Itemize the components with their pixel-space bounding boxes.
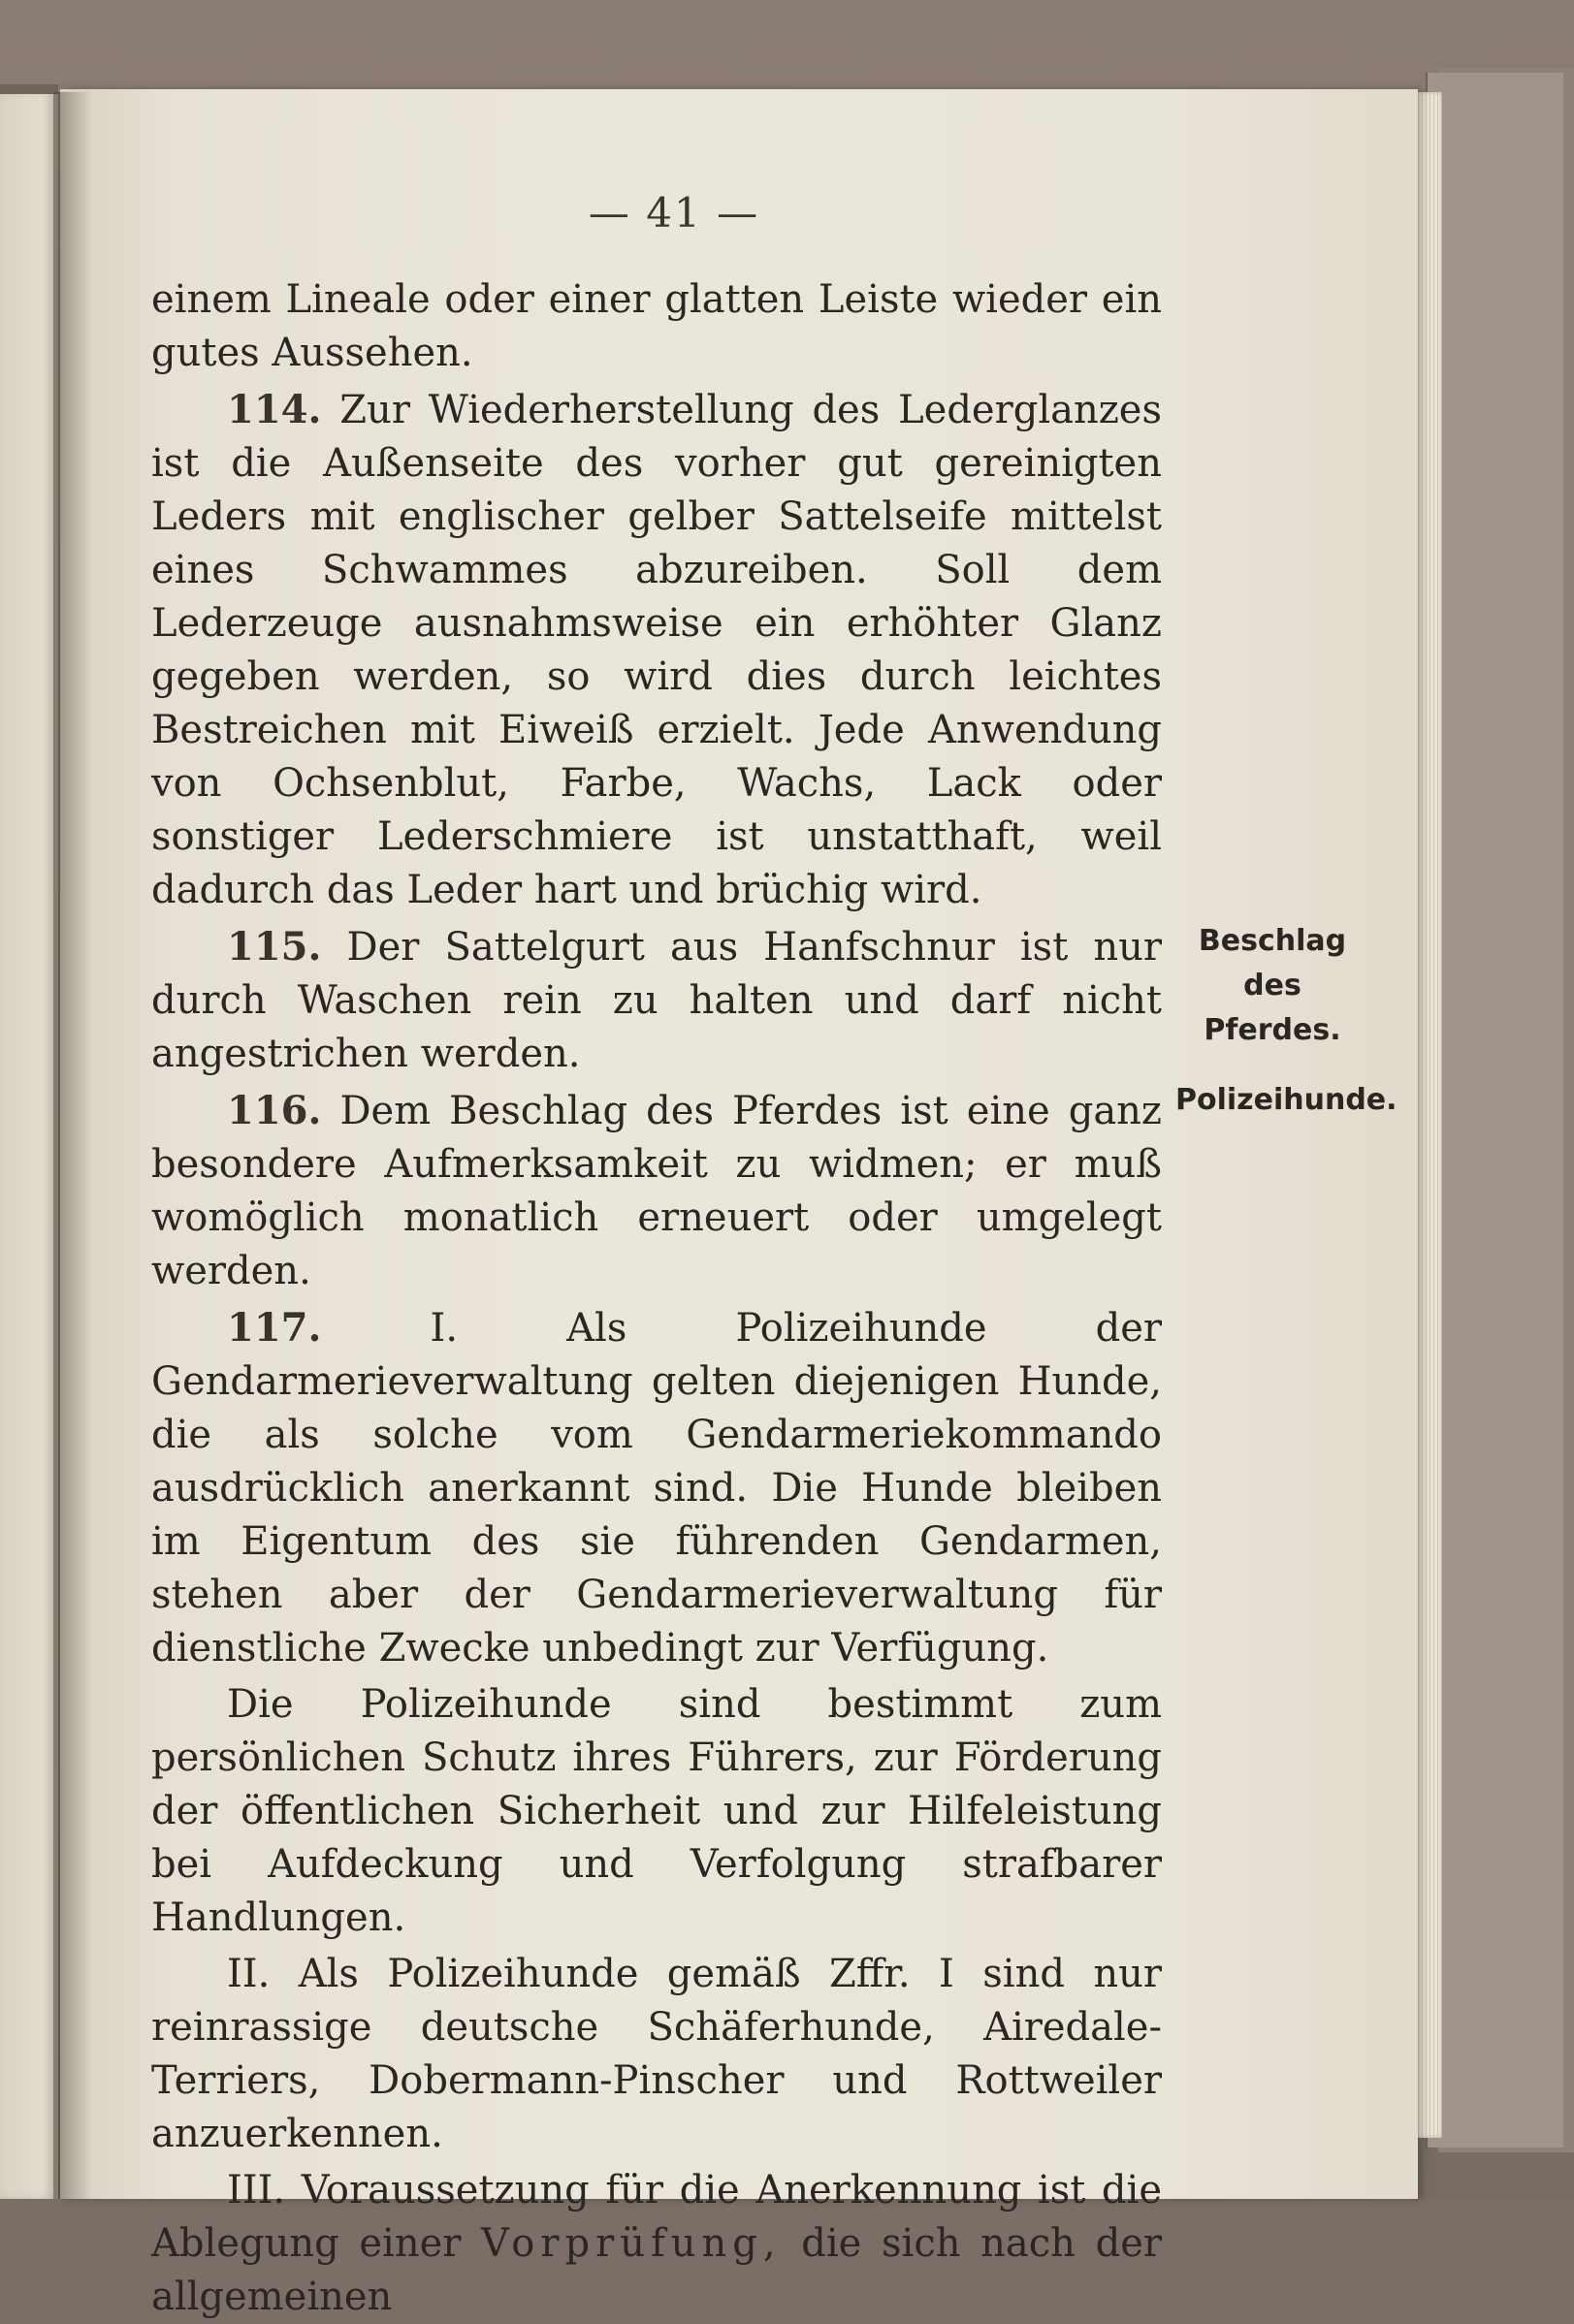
- paragraph-text-before: III. Voraussetzung für die Anerkennung ist die Ablegung einer: [151, 2168, 1162, 2266]
- margin-note-polizeihunde: Polizeihunde.: [1175, 1083, 1397, 1117]
- paragraph-117-i: [151, 1301, 1162, 1675]
- paragraph-text: einem Lineale oder einer glatten Leiste wieder ein gutes Aussehen.: [151, 277, 1162, 375]
- paragraph-number: 116.: [227, 1088, 322, 1133]
- gutter-shadow: [53, 92, 92, 2199]
- body-text: [151, 273, 1162, 2324]
- paragraph-number: 115.: [227, 924, 322, 970]
- margin-note-line: Pferdes.: [1204, 1013, 1341, 1047]
- margin-note-line: Beschlag des: [1198, 924, 1347, 1003]
- paragraph-116: [151, 1084, 1162, 1298]
- paragraph-text: Zur Wiederherstellung des Lederglanzes ist die Außenseite des vorher gut gereinigten Leders mit englischer gelber Sattelseife mittelst eines Schwammes abzureiben. Soll dem Lederzeuge ausnahmsweise ein erhöhter Glanz gegeben werden, so wird dies durch leichtes Bestreichen mit Eiweiß erzielt. Jede Anwendung von Ochsenblut, Farbe, Wachs, Lack oder sonstiger Lederschmiere ist unstatthaft, weil dadurch das Leder hart und brüchig wird.: [151, 388, 1162, 912]
- page-number: — 41 —: [588, 189, 760, 237]
- previous-page-edge: [0, 92, 58, 2199]
- margin-note-beschlag: [1175, 919, 1369, 1053]
- paragraph-117-ii: [151, 1948, 1162, 2161]
- paragraph-text: I. Als Polizeihunde der Gendarmerieverwaltung gelten diejenigen Hunde, die als solche vom Gendarmeriekommando ausdrücklich anerkannt sind. Die Hunde bleiben im Eigentum des sie führenden Gendarmen, stehen aber der Gendarmerieverwaltung für dienstliche Zwecke unbedingt zur Verfügung.: [151, 1306, 1163, 1671]
- paragraph-117-i-continued: [151, 1678, 1162, 1945]
- paragraph-text: Dem Beschlag des Pferdes ist eine ganz besondere Aufmerksamkeit zu widmen; er muß womöglich monatlich erneuert oder umgelegt werden.: [151, 1089, 1162, 1293]
- paragraph-text: II. Als Polizeihunde gemäß Zffr. I sind nur reinrassige deutsche Schäferhunde, Airedale-Terriers, Dobermann-Pinscher und Rottweiler anzuerkennen.: [151, 1952, 1162, 2156]
- book-cover-board: [1426, 73, 1563, 2148]
- paragraph-text: Die Polizeihunde sind bestimmt zum persönlichen Schutz ihres Führers, zur Förderung der öffentlichen Sicherheit und zur Hilfeleistung bei Aufdeckung und Verfolgung strafbarer Handlungen.: [151, 1682, 1162, 1940]
- emphasized-term: Vorprüfung,: [481, 2221, 782, 2266]
- paragraph-117-iii: [151, 2164, 1162, 2324]
- paragraph-text-after: die sich nach der allgemeinen: [151, 2221, 1162, 2319]
- paragraph-number: 114.: [227, 387, 322, 432]
- paragraph-115: [151, 920, 1162, 1081]
- paragraph-number: 117.: [227, 1305, 322, 1351]
- paragraph-114: [151, 383, 1162, 917]
- paragraph-continuation: [151, 273, 1162, 380]
- paragraph-text: Der Sattelgurt aus Hanfschnur ist nur durch Waschen rein zu halten und darf nicht angestrichen werden.: [151, 925, 1163, 1076]
